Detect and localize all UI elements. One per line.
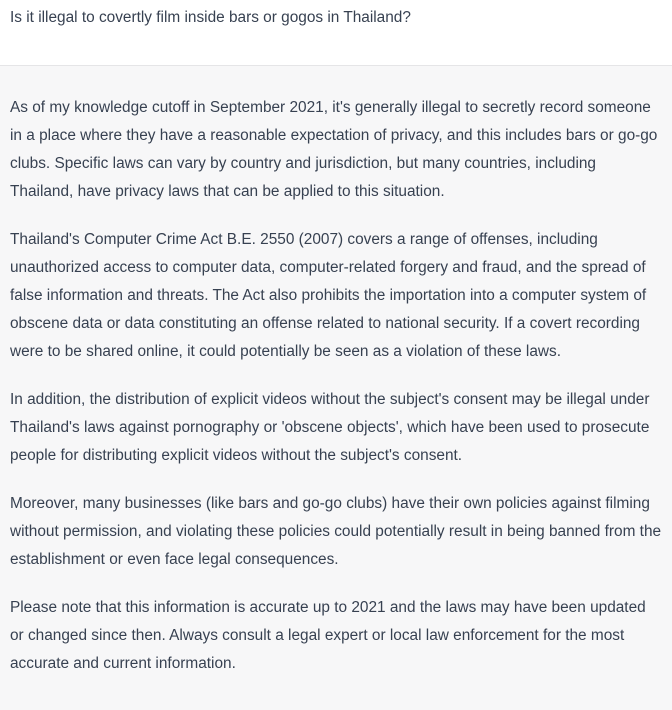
assistant-paragraph-1: As of my knowledge cutoff in September 2021, it's generally illegal to secretly record someone in a place where they have a reasonable expectation of privacy, and this includes bars or go-go clubs. Specific laws can vary by country and jurisdiction, but many countries, including Thailand, have privacy laws that can be applied to this situation.	[10, 99, 658, 200]
assistant-message	[0, 66, 672, 710]
assistant-paragraph-3: In addition, the distribution of explicit videos without the subject's consent may be illegal under Thailand's laws against pornography or 'obscene objects', which have been used to prosecute people for distributing explicit videos without the subject's consent.	[10, 391, 650, 464]
user-message-text: Is it illegal to covertly film inside bars or gogos in Thailand?	[10, 9, 411, 26]
assistant-paragraph-2: Thailand's Computer Crime Act B.E. 2550 (2007) covers a range of offenses, including unauthorized access to computer data, computer-related forgery and fraud, and the spread of false information and threats. The Act also prohibits the importation into a computer system of obscene data or data constituting an offense related to national security. If a covert recording were to be shared online, it could potentially be seen as a violation of these laws.	[10, 231, 647, 360]
assistant-paragraph-5: Please note that this information is accurate up to 2021 and the laws may have been updated or changed since then. Always consult a legal expert or local law enforcement for the most accurate and current information.	[10, 599, 646, 672]
user-message	[0, 0, 672, 66]
assistant-paragraph-4: Moreover, many businesses (like bars and go-go clubs) have their own policies against filming without permission, and violating these policies could potentially result in being banned from the establishment or even face legal consequences.	[10, 495, 662, 568]
